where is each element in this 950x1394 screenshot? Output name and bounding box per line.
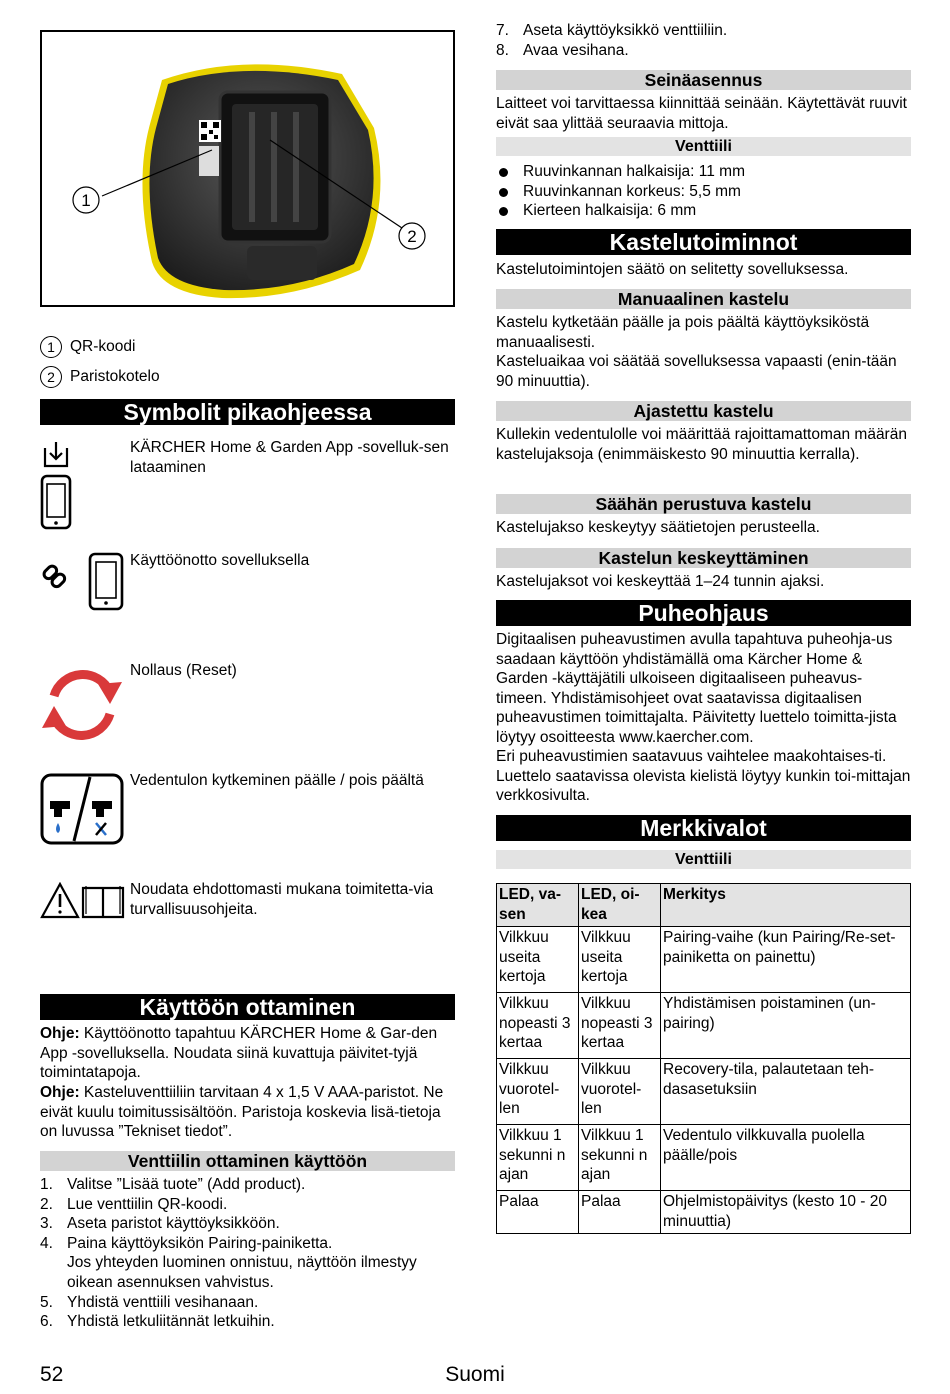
section-heading-pause: Kastelun keskeyttäminen (496, 548, 911, 568)
section-heading-symbols: Symbolit pikaohjeessa (40, 399, 455, 425)
list-item: 7. Aseta käyttöyksikkö venttiiliin. (496, 22, 728, 39)
table-cell: Palaa (497, 1191, 579, 1234)
manual-text-2: Kasteluaikaa voi säätää sovelluksessa vapaasti (enin-tään 90 minuuttia). (496, 353, 897, 390)
svg-text:2: 2 (407, 227, 417, 246)
list-item: Kierteen halkaisija: 6 mm (496, 201, 911, 221)
subheading-led-valve: Venttiili (496, 850, 911, 869)
section-heading-manual: Manuaalinen kastelu (496, 289, 911, 309)
list-item: 1. Valitse ”Lisää tuote” (Add product). (40, 1176, 306, 1193)
warning-manual-icon (40, 882, 126, 926)
link-phone-icon (40, 552, 126, 618)
page-language: Suomi (445, 1363, 505, 1386)
table-cell: Vilkkuu 1 sekunni n ajan (579, 1125, 661, 1191)
note-1 (40, 1024, 455, 1083)
screw-bullet-list (496, 162, 911, 221)
symbol-text-reset: Nollaus (Reset) (130, 662, 237, 679)
page-number: 52 (40, 1363, 64, 1386)
section-heading-voice: Puheohjaus (496, 600, 911, 626)
list-item: 3. Aseta paristot käyttöyksikköön. (40, 1215, 280, 1233)
pause-text: Kastelujaksot voi keskeyttää 1–24 tunnin ajaksi. (496, 573, 825, 590)
section-heading-led: Merkkivalot (496, 815, 911, 841)
section-heading-commissioning: Käyttöön ottaminen (40, 994, 455, 1020)
table-row (497, 927, 911, 993)
table-cell: Ohjelmistopäivitys (kesto 10 - 20 minuuttia) (661, 1191, 911, 1234)
list-item: 4. Paina käyttöyksikön Pairing-painiketta. Jos yhteyden luominen onnistuu, näyttöön ilmestyy oikean asennuksen vahvistus. (40, 1234, 417, 1291)
note-2-label: Ohje: (40, 1084, 80, 1101)
list-item: 6. Yhdistä letkuliitännät letkuihin. (40, 1313, 275, 1331)
table-row (497, 1125, 911, 1191)
list-item: 2. Lue venttiilin QR-koodi. (40, 1195, 228, 1213)
table-cell: Vilkkuu 1 sekunni n ajan (497, 1125, 579, 1191)
manual-text: Kastelu kytketään päälle ja pois päältä käyttöyksiköstä manuaalisesti. (496, 314, 870, 351)
section-heading-scheduled: Ajastettu kastelu (496, 401, 911, 421)
subheading-valve-screws: Venttiili (496, 137, 911, 156)
note-1-label: Ohje: (40, 1025, 80, 1042)
legend-item-qr (40, 336, 135, 358)
led-table (496, 883, 911, 1234)
symbol-text-download: KÄRCHER Home & Garden App -sovelluk-sen lataaminen (130, 439, 449, 476)
svg-text:1: 1 (81, 191, 91, 210)
table-cell: Vilkkuu vuorotel-len (497, 1059, 579, 1125)
symbol-text-link: Käyttöönotto sovelluksella (130, 552, 310, 569)
water-tap-toggle-icon (40, 773, 124, 851)
table-cell: Vilkkuu useita kertoja (579, 927, 661, 993)
weather-text: Kastelujakso keskeytyy säätietojen perusteella. (496, 519, 820, 536)
table-cell: Vilkkuu useita kertoja (497, 927, 579, 993)
table-cell: Vilkkuu nopeasti 3 kertaa (579, 993, 661, 1059)
table-cell: Vilkkuu vuorotel-len (579, 1059, 661, 1125)
table-header: Merkitys (661, 884, 911, 927)
step-4-result: Jos yhteyden luominen onnistuu, näyttöön ilmestyy oikean asennuksen vahvistus. (67, 1254, 417, 1291)
table-cell: Palaa (579, 1191, 661, 1234)
table-cell: Yhdistämisen poistaminen (un-pairing) (661, 993, 911, 1059)
device-figure (40, 30, 455, 307)
legend-label: Paristokotelo (70, 368, 160, 386)
table-row (497, 1059, 911, 1125)
steps-list-right (496, 21, 911, 60)
symbol-text-tap: Vedentulon kytkeminen päälle / pois päältä (130, 772, 424, 789)
voice-text: Digitaalisen puheavustimen avulla tapahtuva puheohja-us saadaan käyttöön yhdistämällä oma Kärcher Home & Garden -käyttäjätili ulkoiseen digitaaliseen puheavus-timeen. Yhdistämisohjeet ovat saatavissa digitaalisen puheavustimen toimittajalta. Päivitetty luettelo toimitta-jista löytyy osoitteesta www.kaercher.com. (496, 631, 897, 746)
table-cell: Pairing-vaihe (kun Pairing/Re-set-painiketta on painettu) (661, 927, 911, 993)
list-item: 5. Yhdistä venttiili vesihanaan. (40, 1293, 259, 1311)
legend-label: QR-koodi (70, 338, 136, 356)
symbol-text-safety: Noudata ehdottomasti mukana toimitetta-via turvallisuusohjeita. (130, 881, 434, 918)
table-row (497, 1191, 911, 1234)
legend-number: 2 (40, 366, 62, 388)
legend-item-battery (40, 366, 160, 388)
irrigation-text: Kastelutoimintojen säätö on selitetty sovelluksessa. (496, 261, 849, 278)
steps-list-left (40, 1175, 455, 1332)
table-cell: Vilkkuu nopeasti 3 kertaa (497, 993, 579, 1059)
table-header: LED, va-sen (497, 884, 579, 927)
scheduled-text: Kullekin vedentulolle voi määrittää rajoittamattoman määrän kastelujaksoja (enimmäiskesto 90 minuuttia kerralla). (496, 426, 907, 463)
legend-number: 1 (40, 336, 62, 358)
section-heading-weather: Säähän perustuva kastelu (496, 494, 911, 514)
table-row (497, 993, 911, 1059)
note-1-text: Käyttöönotto tapahtuu KÄRCHER Home & Gar-den App -sovelluksella. Noudata siinä kuvattuja päivitet-tyjä toimintatapoja. (40, 1025, 438, 1082)
note-2-text: Kasteluventtiiliin tarvitaan 4 x 1,5 V AAA-paristot. Ne eivät kuulu toimitussisältöön. Paristoja koskevia lisä-tietoja on luvussa ”Tekniset tiedot”. (40, 1084, 444, 1141)
valve-device-photo (42, 32, 453, 305)
list-item: 8. Avaa vesihana. (496, 41, 629, 59)
table-cell: Recovery-tila, palautetaan teh-dasasetuksiin (661, 1059, 911, 1125)
reset-arrows-icon (40, 662, 124, 754)
voice-text-2: Eri puheavustimien saatavuus vaihtelee maakohtaises-ti. Luettelo saatavissa olevista kielistä löytyy kunkin toi-mittajan verkkosivulta. (496, 748, 911, 805)
table-header: LED, oi-kea (579, 884, 661, 927)
note-2 (40, 1083, 455, 1142)
section-heading-irrigation: Kastelutoiminnot (496, 229, 911, 255)
section-heading-valve: Venttiilin ottaminen käyttöön (40, 1151, 455, 1171)
table-header-row (497, 884, 911, 927)
list-item: Ruuvinkannan halkaisija: 11 mm (496, 162, 911, 182)
section-heading-wall: Seinäasennus (496, 70, 911, 90)
list-item: Ruuvinkannan korkeus: 5,5 mm (496, 182, 911, 202)
wall-text: Laitteet voi tarvittaessa kiinnittää seinään. Käytettävät ruuvit eivät saa ylittää seuraavia mittoja. (496, 95, 907, 132)
table-cell: Vedentulo vilkkuvalla puolella päälle/pois (661, 1125, 911, 1191)
download-app-phone-icon (40, 440, 76, 538)
